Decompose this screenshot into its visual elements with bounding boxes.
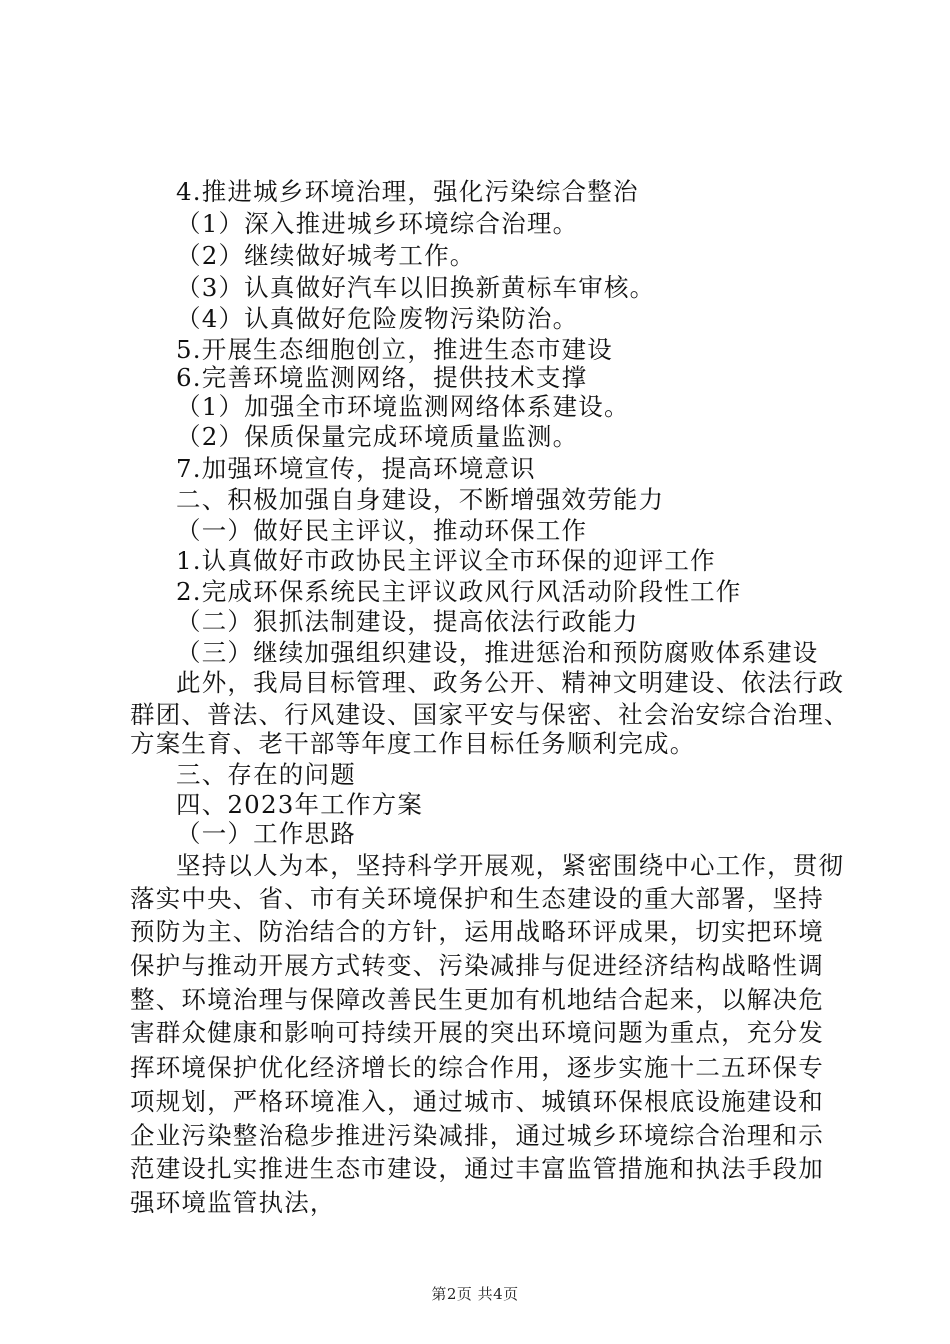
paragraph-line: 项规划，严格环境准入，通过城市、城镇环保根底设施建设和: [130, 1087, 824, 1116]
text-line: （1）加强全市环境监测网络体系建设。: [176, 392, 630, 421]
paragraph-line: 保护与推动开展方式转变、污染减排与促进经济结构战略性调: [130, 951, 824, 980]
paragraph-line: 落实中央、省、市有关环境保护和生态建设的重大部署，坚持: [130, 884, 824, 913]
paragraph-line: 害群众健康和影响可持续开展的突出环境问题为重点，充分发: [130, 1018, 824, 1047]
paragraph-line: 整、环境治理与保障改善民生更加有机地结合起来，以解决危: [130, 985, 824, 1014]
text-line: 6.完善环境监测网络，提供技术支撑: [176, 363, 588, 392]
subsection-heading: （一）做好民主评议，推动环保工作: [176, 516, 588, 545]
text-line: （1）深入推进城乡环境综合治理。: [176, 209, 579, 238]
text-line: （2）继续做好城考工作。: [176, 241, 476, 270]
page-footer: 第2页 共4页: [431, 1285, 519, 1303]
paragraph-line: 群团、普法、行风建设、国家平安与保密、社会治安综合治理、: [130, 700, 850, 729]
text-line: 1.认真做好市政协民主评议全市环保的迎评工作: [176, 546, 716, 575]
subsection-heading: （二）狠抓法制建设，提高依法行政能力: [176, 607, 639, 636]
subsection-heading: （三）继续加强组织建设，推进惩治和预防腐败体系建设: [176, 638, 819, 667]
subsection-heading: （一）工作思路: [176, 819, 356, 848]
paragraph-line: 此外，我局目标管理、政务公开、精神文明建设、依法行政: [176, 668, 845, 697]
paragraph-line: 范建设扎实推进生态市建设，通过丰富监管措施和执法手段加: [130, 1154, 824, 1183]
paragraph-line: 预防为主、防治结合的方针，运用战略环评成果，切实把环境: [130, 917, 824, 946]
text-line: 2.完成环保系统民主评议政风行风活动阶段性工作: [176, 577, 742, 606]
text-line: （4）认真做好危险废物污染防治。: [176, 304, 579, 333]
paragraph-line: 企业污染整治稳步推进污染减排，通过城乡环境综合治理和示: [130, 1121, 824, 1150]
text-line: 4.推进城乡环境治理，强化污染综合整治: [176, 177, 639, 206]
paragraph-line: 方案生育、老干部等年度工作目标任务顺利完成。: [130, 729, 696, 758]
section-heading: 三、存在的问题: [176, 760, 356, 789]
paragraph-line: 坚持以人为本，坚持科学开展观，紧密围绕中心工作，贯彻: [176, 851, 845, 880]
section-heading: 四、2023年工作方案: [176, 790, 424, 819]
text-line: （2）保质保量完成环境质量监测。: [176, 422, 579, 451]
text-line: 7.加强环境宣传，提高环境意识: [176, 454, 536, 483]
text-line: （3）认真做好汽车以旧换新黄标车审核。: [176, 273, 656, 302]
paragraph-line: 强环境监管执法，: [130, 1188, 336, 1217]
paragraph-line: 挥环境保护优化经济增长的综合作用，逐步实施十二五环保专: [130, 1053, 824, 1082]
text-line: 5.开展生态细胞创立，推进生态市建设: [176, 335, 613, 364]
section-heading: 二、积极加强自身建设，不断增强效劳能力: [176, 485, 665, 514]
